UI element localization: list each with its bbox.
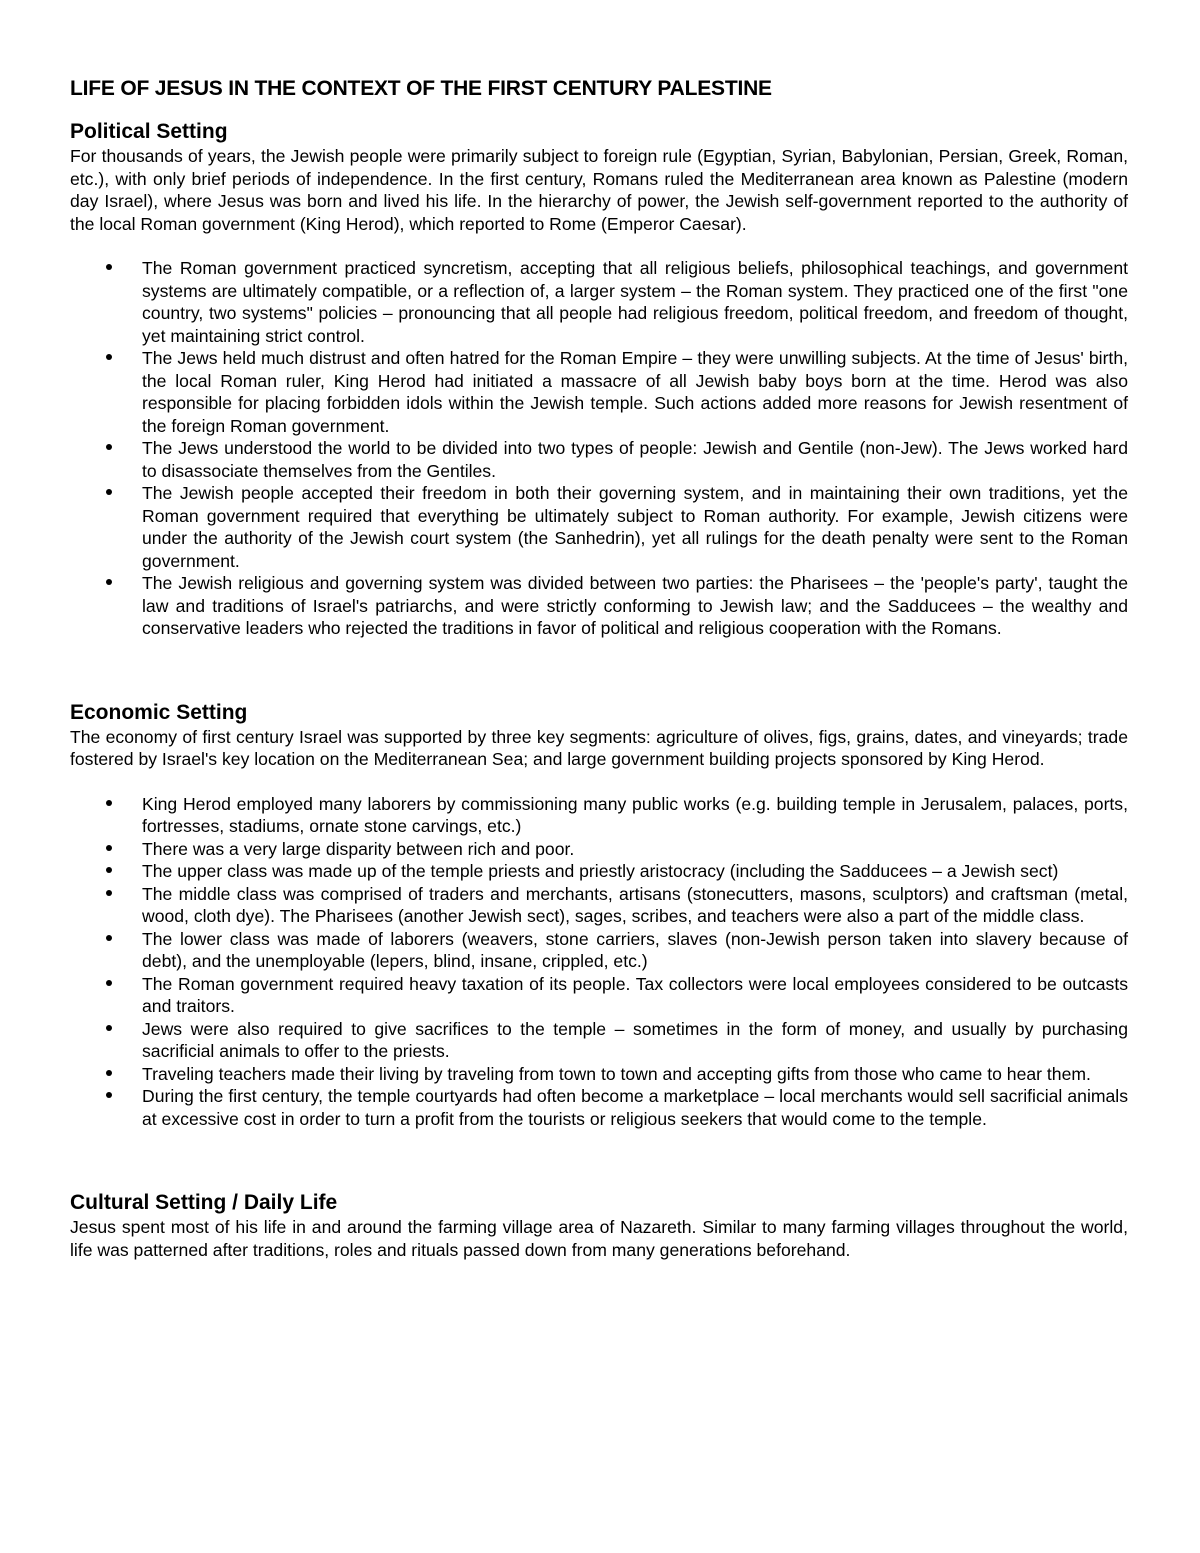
bullet-text: King Herod employed many laborers by commissioning many public works (e.g. building temple in Jerusalem, palaces, ports, fortresses, stadiums, ornate stone carvings, etc.) [142, 793, 1128, 836]
list-item [142, 347, 1128, 437]
section-heading-economic: Economic Setting [70, 700, 248, 724]
bullet-text: The upper class was made up of the temple priests and priestly aristocracy (including the Sadducees – a Jewish sect) [142, 861, 1059, 881]
list-item [142, 1063, 1128, 1086]
bullet-text: There was a very large disparity between rich and poor. [142, 838, 575, 859]
bullet-text: The lower class was made of laborers (weavers, stone carriers, slaves (non-Jewish person taken into slavery because of debt), and the unemployable (lepers, blind, insane, crippled, etc.) [142, 928, 1128, 971]
economic-setting-section [70, 700, 1128, 1131]
bullet-icon [106, 845, 112, 851]
bullet-text: The middle class was comprised of traders and merchants, artisans (stonecutters, masons, sculptors) and craftsman (metal, wood, cloth dye). The Pharisees (another Jewish sect), sages, scribes, and teachers were also a part of the middle class. [142, 883, 1128, 926]
bullet-text: The Roman government required heavy taxation of its people. Tax collectors were local employees considered to be outcasts and traitors. [142, 973, 1128, 1016]
bullet-text: The Jewish people accepted their freedom in both their governing system, and in maintaining their own traditions, yet the Roman government required that everything be ultimately subject to Roman authority. For example, Jewish citizens were under the authority of the Jewish court system (the Sanhedrin), yet all rulings for the death penalty were sent to the Roman government. [142, 483, 1128, 571]
bullet-text: Jews were also required to give sacrifices to the temple – sometimes in the form of money, and usually by purchasing sacrificial animals to offer to the priests. [142, 1018, 1128, 1061]
bullet-icon [106, 579, 112, 585]
list-item [142, 1085, 1128, 1130]
list-item [142, 838, 1128, 861]
list-item [142, 437, 1128, 482]
list-item [142, 793, 1128, 838]
bullet-icon [106, 935, 112, 941]
section-heading-political: Political Setting [70, 120, 228, 143]
economic-bullet-list [70, 793, 1128, 1131]
bullet-icon [106, 980, 112, 986]
bullet-text: The Jewish religious and governing system was divided between two parties: the Pharisees – the 'people's party', taught the law and traditions of Israel's patriarchs, and were strictly conforming to Jewish law; and the Sadducees – the wealthy and conservative leaders who rejected the traditions in favor of political and religious cooperation with the Romans. [142, 573, 1128, 638]
bullet-icon [106, 867, 112, 873]
list-item [142, 1018, 1128, 1063]
bullet-text: During the first century, the temple courtyards had often become a marketplace – local merchants would sell sacrificial animals at excessive cost in order to turn a profit from the tourists or religious seekers that would come to the temple. [142, 1086, 1128, 1129]
bullet-icon [106, 1070, 112, 1076]
bullet-icon [106, 264, 112, 270]
bullet-text: Traveling teachers made their living by traveling from town to town and accepting gifts from those who came to hear them. [142, 1063, 1091, 1084]
bullet-text: The Roman government practiced syncretism, accepting that all religious beliefs, philosophical teachings, and government systems are ultimately compatible, or a reflection of, a larger system – the Roman system. They practiced one of the first "one country, two systems" policies – pronouncing that all people had religious freedom, political freedom, and freedom of thought, yet maintaining strict control. [142, 258, 1128, 346]
list-item [142, 928, 1128, 973]
document-title: LIFE OF JESUS IN THE CONTEXT OF THE FIRST CENTURY PALESTINE [70, 77, 772, 100]
bullet-text: The Jews understood the world to be divided into two types of people: Jewish and Gentile (non-Jew). The Jews worked hard to disassociate themselves from the Gentiles. [142, 438, 1128, 481]
political-intro-paragraph: For thousands of years, the Jewish people were primarily subject to foreign rule (Egyptian, Syrian, Babylonian, Persian, Greek, Roman, etc.), with only brief periods of independence. In the first century, Romans ruled the Mediterranean area known as Palestine (modern day Israel), where Jesus was born and lived his life. In the hierarchy of power, the Jewish self-government reported to the authority of the local Roman government (King Herod), which reported to Rome (Emperor Caesar). [70, 146, 1128, 234]
bullet-icon [106, 354, 112, 360]
economic-intro-paragraph: The economy of first century Israel was supported by three key segments: agriculture of olives, figs, grains, dates, and vineyards; trade fostered by Israel's key location on the Mediterranean Sea; and large government building projects sponsored by King Herod. [70, 726, 1128, 769]
political-bullet-list [70, 257, 1128, 640]
bullet-icon [106, 800, 112, 806]
political-setting-section [70, 119, 1128, 640]
list-item [142, 257, 1128, 347]
list-item [142, 973, 1128, 1018]
list-item [142, 572, 1128, 640]
document-page [70, 76, 1128, 1261]
list-item [142, 482, 1128, 572]
bullet-text: The Jews held much distrust and often hatred for the Roman Empire – they were unwilling subjects. At the time of Jesus' birth, the local Roman ruler, King Herod had initiated a massacre of all Jewish baby boys born at the time. Herod was also responsible for placing forbidden idols within the Jewish temple. Such actions added more reasons for Jewish resentment of the foreign Roman government. [142, 348, 1128, 436]
section-heading-cultural: Cultural Setting / Daily Life [70, 1191, 338, 1214]
cultural-setting-section [70, 1190, 1128, 1261]
bullet-icon [106, 1025, 112, 1031]
bullet-icon [106, 1092, 112, 1098]
bullet-icon [106, 444, 112, 450]
list-item [142, 860, 1128, 883]
bullet-icon [106, 489, 112, 495]
bullet-icon [106, 890, 112, 896]
cultural-intro-paragraph: Jesus spent most of his life in and around the farming village area of Nazareth. Similar to many farming villages throughout the world, life was patterned after traditions, roles and rituals passed down from many generations beforehand. [70, 1217, 1128, 1260]
list-item [142, 883, 1128, 928]
